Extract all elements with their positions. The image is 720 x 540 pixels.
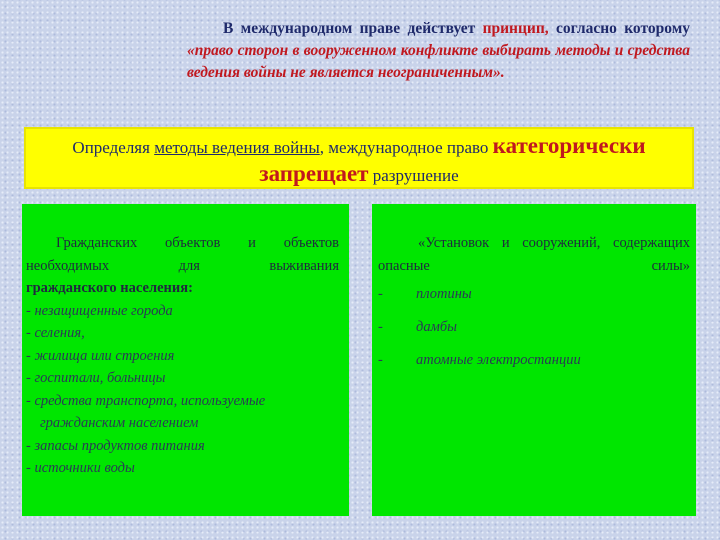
left-heading-line2: необходимых для выживания [26, 257, 339, 274]
banner-big-1: категорически [492, 133, 646, 158]
civilian-objects-box [22, 204, 349, 516]
list-dash: - [378, 319, 383, 335]
intro-text-1: В международном праве действует [223, 20, 476, 37]
list-dash: - [378, 286, 383, 302]
banner-big-2: запрещает [259, 161, 369, 186]
left-heading-line1: Гражданских объектов и объектов [56, 235, 339, 251]
list-item-text: плотины [416, 286, 472, 302]
list-item: - запасы продуктов питания [26, 437, 205, 454]
intro-quote: «право сторон в вооруженном конфликте выбирать методы и средства ведения войны не является неограниченным». [187, 42, 690, 81]
dangerous-forces-box [372, 204, 696, 516]
list-item [378, 349, 690, 382]
civilian-objects-heading [26, 232, 339, 300]
list-dash: - [378, 352, 383, 368]
list-item: - незащищенные города [26, 302, 173, 319]
list-item [378, 316, 690, 349]
intro-principle: принцип, [482, 20, 549, 37]
list-item: - жилища или строения [26, 347, 175, 364]
banner-underlined: методы ведения войны [154, 138, 320, 157]
list-item: - госпитали, больницы [26, 370, 166, 386]
dangerous-forces-list [378, 283, 690, 382]
right-heading-line1: «Установок и сооружений, [418, 235, 601, 251]
banner-text-2: , международное право [319, 138, 489, 157]
dangerous-forces-heading [378, 232, 690, 277]
list-item: гражданским населением [40, 415, 199, 431]
list-item: - источники воды [26, 460, 135, 476]
prohibition-banner [24, 127, 694, 189]
list-item-text: дамбы [416, 319, 457, 335]
intro-paragraph [187, 18, 690, 84]
intro-text-2: согласно которому [556, 20, 691, 37]
right-heading-line2: содержащих опасные силы» [378, 235, 690, 274]
list-item [378, 283, 690, 316]
banner-text-3: разрушение [372, 166, 459, 185]
list-item-text: атомные электростанции [416, 352, 581, 368]
list-item: - средства транспорта, используемые [26, 392, 266, 409]
civilian-objects-list [26, 300, 339, 480]
banner-text-1: Определяя [72, 138, 150, 157]
left-heading-line3: гражданского населения: [26, 280, 193, 296]
list-item: - селения, [26, 325, 85, 341]
